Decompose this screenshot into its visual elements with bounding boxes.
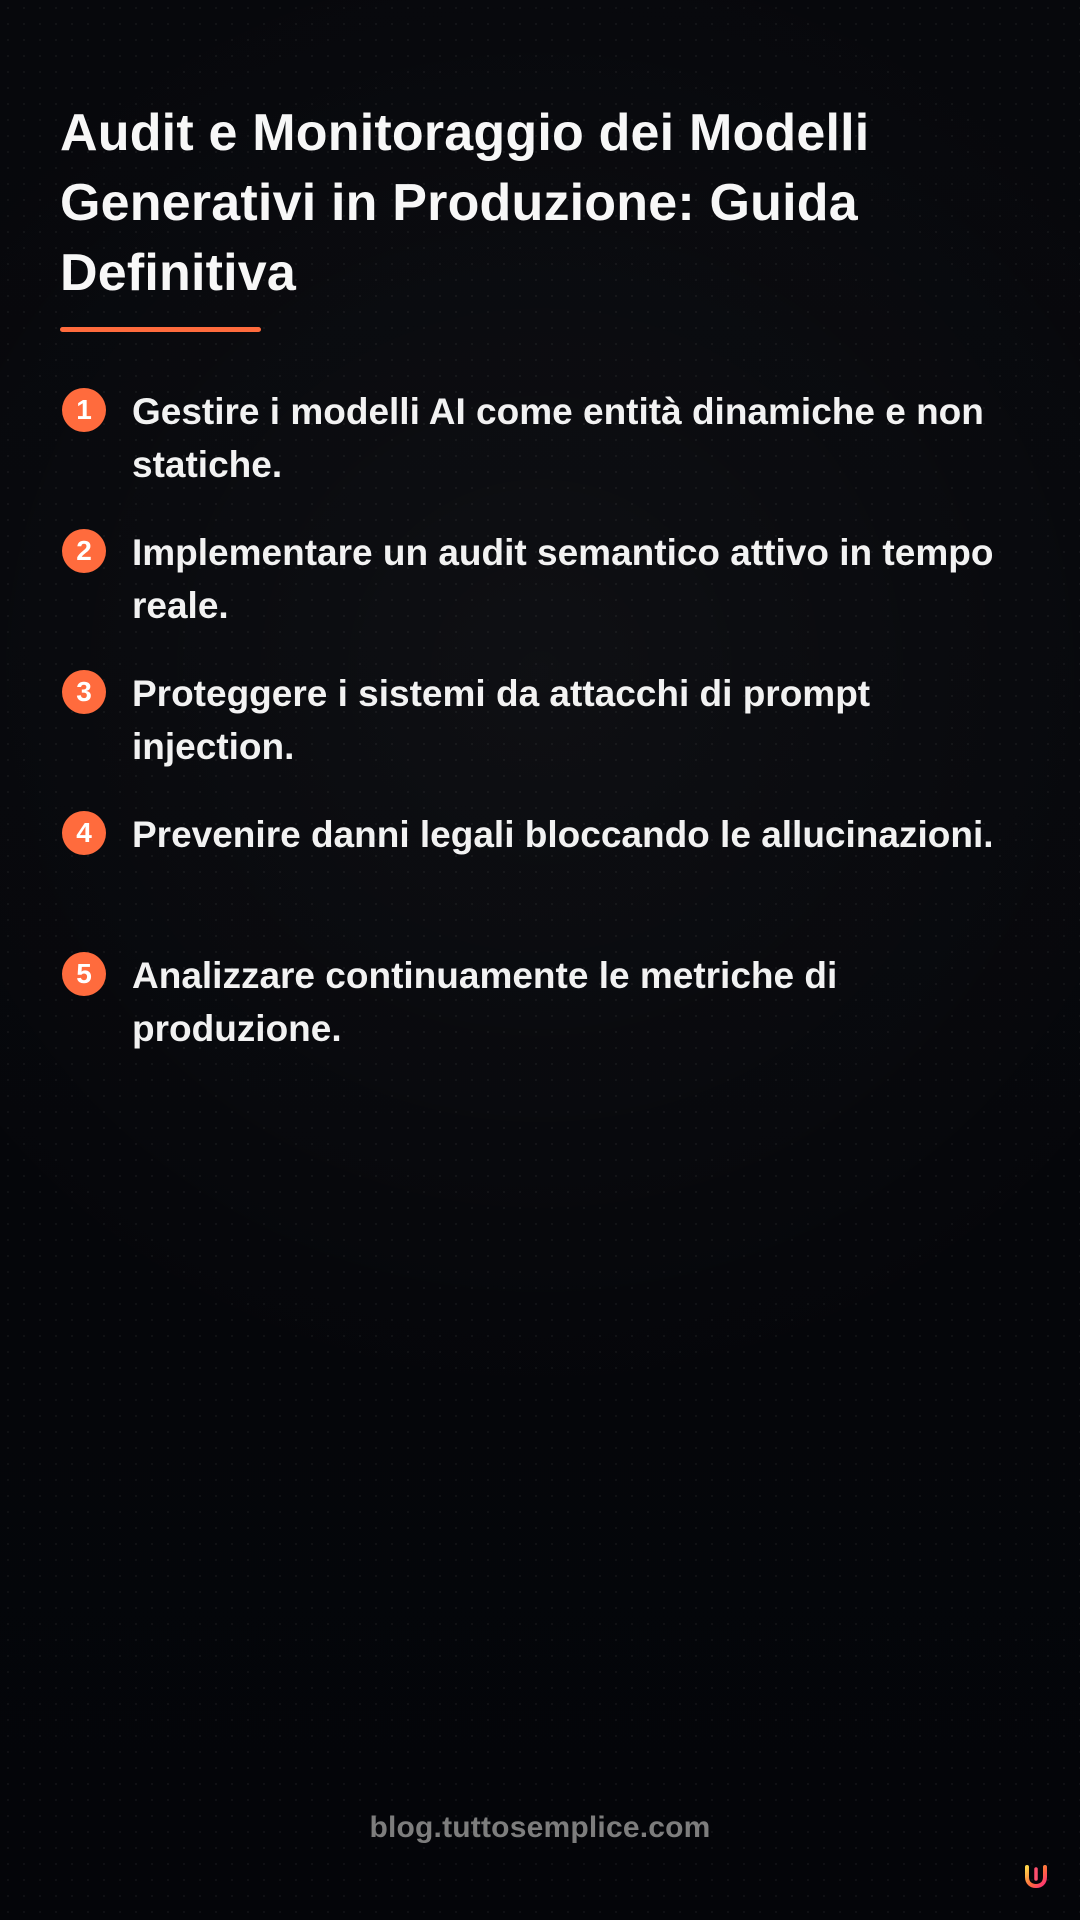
page-title: Audit e Monitoraggio dei Modelli Generativi in Produzione: Guida Definitiva xyxy=(60,104,870,302)
footer-site-url: blog.tuttosemplice.com xyxy=(369,1811,711,1844)
list-item-text: Gestire i modelli AI come entità dinamiche e non statiche. xyxy=(132,391,984,485)
list-item xyxy=(60,667,1020,808)
number-badge: 3 xyxy=(62,670,106,714)
list-item xyxy=(60,808,1020,949)
number-badge: 5 xyxy=(62,952,106,996)
list-item-text: Prevenire danni legali bloccando le allucinazioni. xyxy=(132,814,994,855)
key-points-list xyxy=(60,385,1020,1090)
list-item xyxy=(60,949,1020,1090)
list-item xyxy=(60,526,1020,667)
list-item-text: Implementare un audit semantico attivo in tempo reale. xyxy=(132,532,994,626)
list-item-text: Analizzare continuamente le metriche di produzione. xyxy=(132,955,838,1049)
brand-logo-icon xyxy=(1022,1862,1050,1890)
number-badge: 4 xyxy=(62,811,106,855)
list-item-text: Proteggere i sistemi da attacchi di prompt injection. xyxy=(132,673,871,767)
number-badge: 2 xyxy=(62,529,106,573)
title-underline xyxy=(60,327,261,332)
list-item xyxy=(60,385,1020,526)
number-badge: 1 xyxy=(62,388,106,432)
